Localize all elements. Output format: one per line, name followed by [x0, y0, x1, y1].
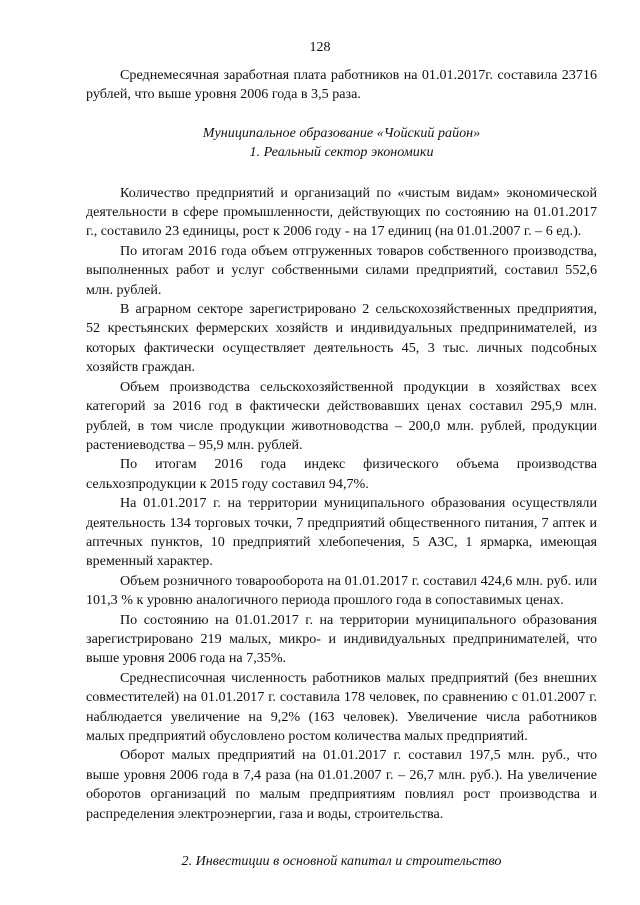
page-number: 128 [309, 40, 331, 55]
paragraph: Среднесписочная численность работников малых предприятий (без внешних совместителей) на 01.01.2017 г. составила 178 человек, по сравнению с 01.01.2007 г. наблюдается увеличение на 9,2% (163 человек). Увеличение числа работников малых предприятий обусловлено ростом количества малых предприятий. [86, 669, 597, 744]
section-subtitle: 1. Реальный сектор экономики [249, 144, 434, 161]
document-body [86, 66, 597, 871]
next-section-title: 2. Инвестиции в основной капитал и строительство [181, 853, 502, 870]
spacer [86, 105, 597, 124]
paragraph: Оборот малых предприятий на 01.01.2017 г. составил 197,5 млн. руб., что выше уровня 2006 года в 7,4 раза (на 01.01.2007 г. – 26,7 млн. руб.). На увеличение оборотов организаций по малым предприятиям повлиял рост производства и распределения электроэнергии, газа и воды, строительства. [86, 747, 597, 822]
paragraph: Объем розничного товарооборота на 01.01.2017 г. составил 424,6 млн. руб. или 101,3 % к уровню аналогичного периода прошлого года в сопоставимых ценах. [86, 572, 597, 609]
paragraph: Объем производства сельскохозяйственной продукции в хозяйствах всех категорий за 2016 год в фактически действовавших ценах составил 295,9 млн. рублей, в том числе продукции животноводства – 200,0 млн. рублей, продукции растениеводства – 95,9 млн. рублей. [86, 378, 597, 453]
paragraph: По итогам 2016 года индекс физического объема производства сельхозпродукции к 2015 году составил 94,7%. [86, 456, 597, 492]
paragraph: По итогам 2016 года объем отгруженных товаров собственного производства, выполненных работ и услуг собственными силами предприятий, составил 552,6 млн. рублей. [86, 242, 597, 298]
paragraph: По состоянию на 01.01.2017 г. на территории муниципального образования зарегистрировано 219 малых, микро- и индивидуальных предпринимателей, что выше уровня 2006 года на 7,35%. [86, 611, 597, 667]
paragraph: На 01.01.2017 г. на территории муниципального образования осуществляли деятельность 134 торговых точки, 7 предприятий общественного питания, 7 аптек и аптечных пунктов, 10 предприятий хлебопечения, 5 АЗС, 1 ярмарка, имеющая временный характер. [86, 495, 597, 570]
spacer [86, 824, 597, 852]
paragraph: Количество предприятий и организаций по «чистым видам» экономической деятельности в сфере промышленности, действующих по состоянию на 01.01.2017 г., составило 23 единицы, рост к 2006 году - на 17 единиц (на 01.01.2007 г. – 6 ед.). [86, 184, 597, 240]
intro-paragraph: Среднемесячная заработная плата работников на 01.01.2017г. составила 23716 рублей, что выше уровня 2006 года в 3,5 раза. [86, 67, 597, 103]
spacer [86, 163, 597, 184]
section-title: Муниципальное образование «Чойский район» [202, 124, 481, 141]
paragraph: В аграрном секторе зарегистрировано 2 сельскохозяйственных предприятия, 52 крестьянских фермерских хозяйств и индивидуальных предпринимателей, из которых фактически осуществляет деятельность 45, 3 тыс. личных подсобных хозяйств граждан. [86, 301, 597, 376]
